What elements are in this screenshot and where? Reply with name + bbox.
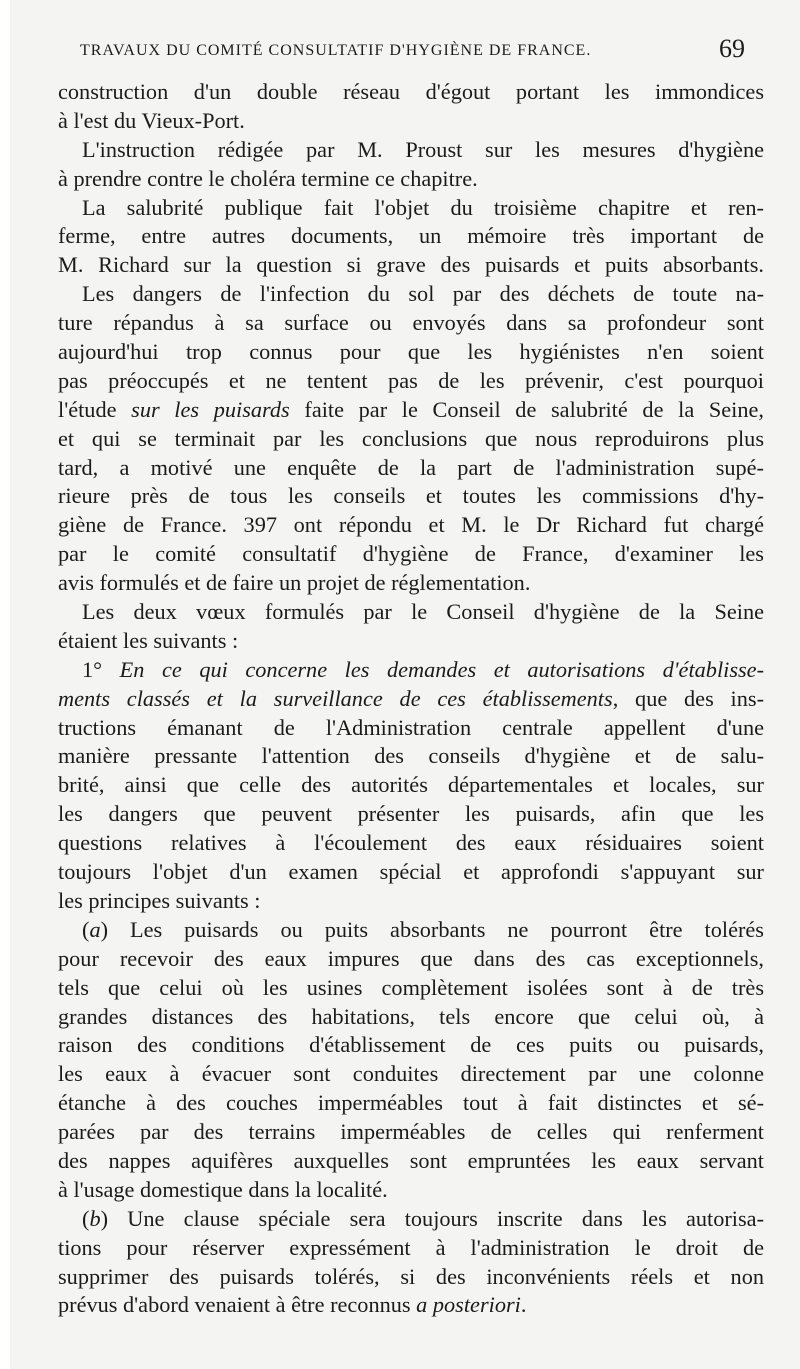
text-line: La salubrité publique fait l'objet du troisième chapitre et ren- [82,194,764,220]
text-line: les principes suivants : [58,887,261,913]
text-line: avis formulés et de faire un projet de réglementation. [58,570,531,596]
text-line [58,396,764,425]
text-line: manière pressante l'attention des conseils d'hygiène et de salu- [58,743,764,769]
text-line: par le comité consultatif d'hygiène de France, d'examiner les [58,541,764,567]
italic-span: a [89,916,101,942]
text-span: ( [82,916,90,942]
text-line: les dangers que peuvent présenter les puisards, afin que les [58,801,764,827]
italic-span: En ce qui concerne les demandes et autorisations d'établisse- [119,656,765,682]
text-line: Les dangers de l'infection du sol par des déchets de toute na- [82,281,764,307]
text-line: construction d'un double réseau d'égout portant les immondices [58,79,764,104]
running-header [80,34,745,68]
text-line: tard, a motivé une enquête de la part de l'administration supé- [58,454,764,480]
italic-span: ments classés et la surveillance de ces établissements [58,685,613,711]
text-span: prévus d'abord venaient à être reconnus [58,1292,417,1318]
text-line [58,916,764,945]
italic-span: a posteriori [416,1292,521,1318]
text-line: parées par des terrains imperméables de celles qui renferment [58,1119,764,1145]
body-text [58,78,764,1320]
text-line: étaient les suivants : [58,627,239,653]
running-title: TRAVAUX DU COMITÉ CONSULTATIF D'HYGIÈNE DE FRANCE. [80,42,592,59]
text-line: à l'est du Vieux-Port. [58,107,245,133]
italic-span: sur les puisards [131,396,290,422]
text-line: questions relatives à l'écoulement des eaux résiduaires soient [58,830,764,856]
text-span: faite par le Conseil de salubrité de la Seine, [289,396,764,422]
text-line: M. Richard sur la question si grave des puisards et puits absorbants. [58,252,764,278]
text-line: aujourd'hui trop connus pour que les hygiénistes n'en soient [58,339,764,365]
text-span: ) Les puisards ou puits absorbants ne pourront être tolérés [100,916,764,942]
text-line: et qui se terminait par les conclusions que nous reproduirons plus [58,425,764,451]
text-span: 1° [82,656,120,682]
text-span: , que des ins- [612,685,764,711]
text-span: . [520,1292,527,1318]
text-line: raison des conditions d'établissement de ces puits ou puisards, [58,1032,764,1058]
text-line: pas préoccupés et ne tentent pas de les prévenir, c'est pourquoi [58,367,764,393]
text-line: à prendre contre le choléra termine ce chapitre. [58,165,478,191]
text-line [58,656,764,685]
text-line: ture répandus à sa surface ou envoyés dans sa profondeur sont [58,310,764,336]
text-line: rieure près de tous les conseils et toutes les commissions d'hy- [58,483,764,509]
text-span: ) Une clause spéciale sera toujours inscrite dans les autorisa- [100,1205,764,1231]
text-line [58,1291,764,1320]
text-line: tructions émanant de l'Administration centrale appellent d'une [58,714,764,740]
text-line: étanche à des couches imperméables tout à fait distinctes et sé- [58,1090,764,1116]
text-line: à l'usage domestique dans la localité. [58,1176,388,1202]
text-line [58,1205,764,1234]
text-line: ferme, entre autres documents, un mémoire très important de [58,223,764,249]
text-line: pour recevoir des eaux impures que dans des cas exceptionnels, [58,945,764,971]
text-line: tels que celui où les usines complètement isolées sont à de très [58,974,764,1000]
text-line: tions pour réserver expressément à l'administration le droit de [58,1234,764,1260]
text-line: les eaux à évacuer sont conduites directement par une colonne [58,1061,764,1087]
text-line [58,685,764,714]
text-line: brité, ainsi que celle des autorités départementales et locales, sur [58,772,764,798]
text-line: toujours l'objet d'un examen spécial et approfondi s'appuyant sur [58,859,764,885]
text-line: Les deux vœux formulés par le Conseil d'hygiène de la Seine [82,599,764,625]
text-line: giène de France. 397 ont répondu et M. le Dr Richard fut chargé [58,512,764,538]
text-span: l'étude [58,396,132,422]
text-line: des nappes aquifères auxquelles sont empruntées les eaux servant [58,1147,764,1173]
text-line: grandes distances des habitations, tels encore que celui où, à [58,1003,764,1029]
text-line: supprimer des puisards tolérés, si des inconvénients réels et non [58,1263,764,1289]
text-line: L'instruction rédigée par M. Proust sur les mesures d'hygiène [82,136,764,162]
text-span: ( [82,1205,90,1231]
page-number: 69 [719,34,745,63]
italic-span: b [89,1205,101,1231]
